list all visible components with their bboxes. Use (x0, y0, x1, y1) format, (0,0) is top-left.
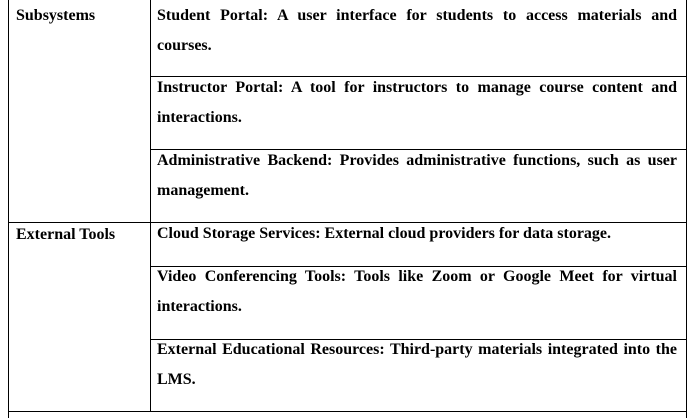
table-border-bottom (8, 411, 687, 412)
category-external-tools: External Tools (16, 226, 116, 243)
item-instructor-portal: Instructor Portal: A tool for instructors to manage course content and interactions. (157, 79, 677, 126)
item-cloud-storage: Cloud Storage Services: External cloud providers for data storage. (157, 225, 612, 242)
item-student-portal: Student Portal: A user interface for students to access materials and courses. (157, 7, 677, 54)
category-subsystems: Subsystems (16, 7, 96, 24)
item-administrative-backend: Administrative Backend: Provides administrative functions, such as user management. (157, 152, 677, 199)
table-border-right (686, 0, 687, 418)
table-border-left (8, 0, 9, 418)
item-external-resources: External Educational Resources: Third-party materials integrated into the LMS. (157, 341, 677, 388)
item-video-conferencing: Video Conferencing Tools: Tools like Zoom or Google Meet for virtual interactions. (157, 268, 677, 315)
table-column-divider (150, 0, 151, 412)
